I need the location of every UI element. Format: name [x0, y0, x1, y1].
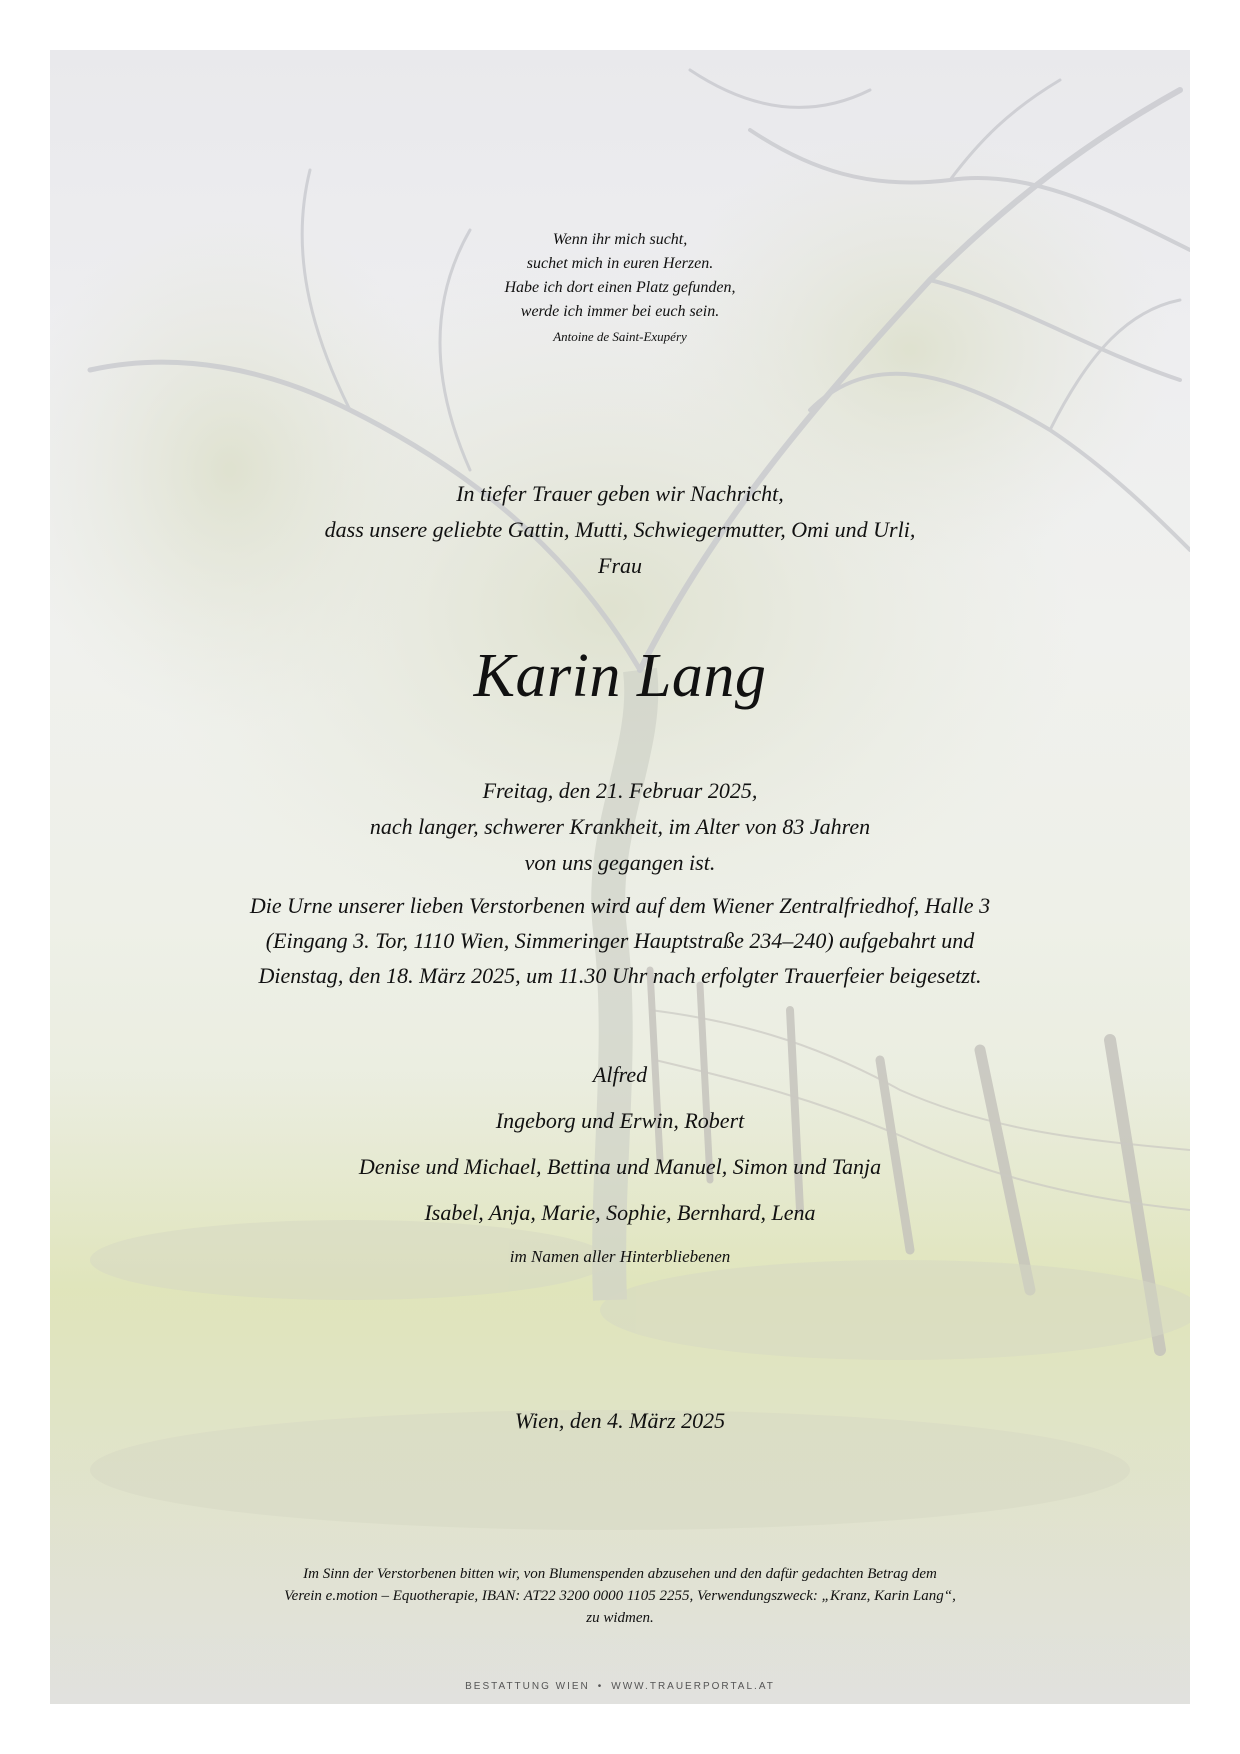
footer-undertaker: BESTATTUNG WIEN — [465, 1681, 590, 1692]
poem-author: Antoine de Saint-Exupéry — [553, 329, 687, 344]
mourner-entry: Ingeborg und Erwin, Robert — [495, 1108, 745, 1133]
donation-request — [50, 1563, 1190, 1629]
obituary-card — [50, 50, 1190, 1704]
mourner-entry: Denise und Michael, Bettina und Manuel, Simon und Tanja — [358, 1154, 882, 1179]
footer-bullet: • — [597, 1681, 604, 1692]
intro-line: In tiefer Trauer geben wir Nachricht, — [456, 481, 784, 506]
poem-line: Wenn ihr mich sucht, — [552, 231, 688, 248]
mourner-entry: Isabel, Anja, Marie, Sophie, Bernhard, Lena — [424, 1200, 816, 1225]
behalf-note: im Namen aller Hinterbliebenen — [509, 1247, 731, 1266]
footer-credit — [50, 1681, 1190, 1692]
burial-line: (Eingang 3. Tor, 1110 Wien, Simmeringer Hauptstraße 234–240) aufgebahrt und — [265, 928, 975, 953]
donation-line: zu widmen. — [586, 1610, 654, 1626]
mourner-entry: Alfred — [592, 1062, 648, 1087]
place-date: Wien, den 4. März 2025 — [514, 1408, 726, 1433]
death-notice-line: nach langer, schwerer Krankheit, im Alter von 83 Jahren — [369, 814, 871, 839]
poem-quote — [50, 228, 1190, 349]
intro-line: dass unsere geliebte Gattin, Mutti, Schwiegermutter, Omi und Urli, — [324, 517, 916, 542]
mourners-list — [50, 1052, 1190, 1236]
death-notice-line: von uns gegangen ist. — [524, 850, 716, 875]
poem-line: werde ich immer bei euch sein. — [520, 303, 720, 320]
donation-line: Verein e.motion – Equotherapie, IBAN: AT22 3200 0000 1105 2255, Verwendungszweck: „Kranz, Karin Lang“, — [284, 1588, 956, 1604]
donation-line: Im Sinn der Verstorbenen bitten wir, von Blumenspenden abzusehen und den dafür gedachten Betrag dem — [303, 1566, 937, 1582]
announcement-intro — [50, 476, 1190, 584]
burial-line: Die Urne unserer lieben Verstorbenen wird auf dem Wiener Zentralfriedhof, Halle 3 — [249, 893, 991, 918]
death-notice — [50, 773, 1190, 881]
burial-line: Dienstag, den 18. März 2025, um 11.30 Uhr nach erfolgter Trauerfeier beigesetzt. — [258, 963, 982, 988]
poem-line: Habe ich dort einen Platz gefunden, — [504, 279, 736, 296]
footer-website: WWW.TRAUERPORTAL.AT — [611, 1681, 775, 1692]
intro-line: Frau — [598, 553, 642, 578]
burial-details — [50, 888, 1190, 993]
poem-line: suchet mich in euren Herzen. — [526, 255, 714, 272]
deceased-name: Karin Lang — [473, 642, 767, 710]
death-notice-line: Freitag, den 21. Februar 2025, — [482, 778, 758, 803]
